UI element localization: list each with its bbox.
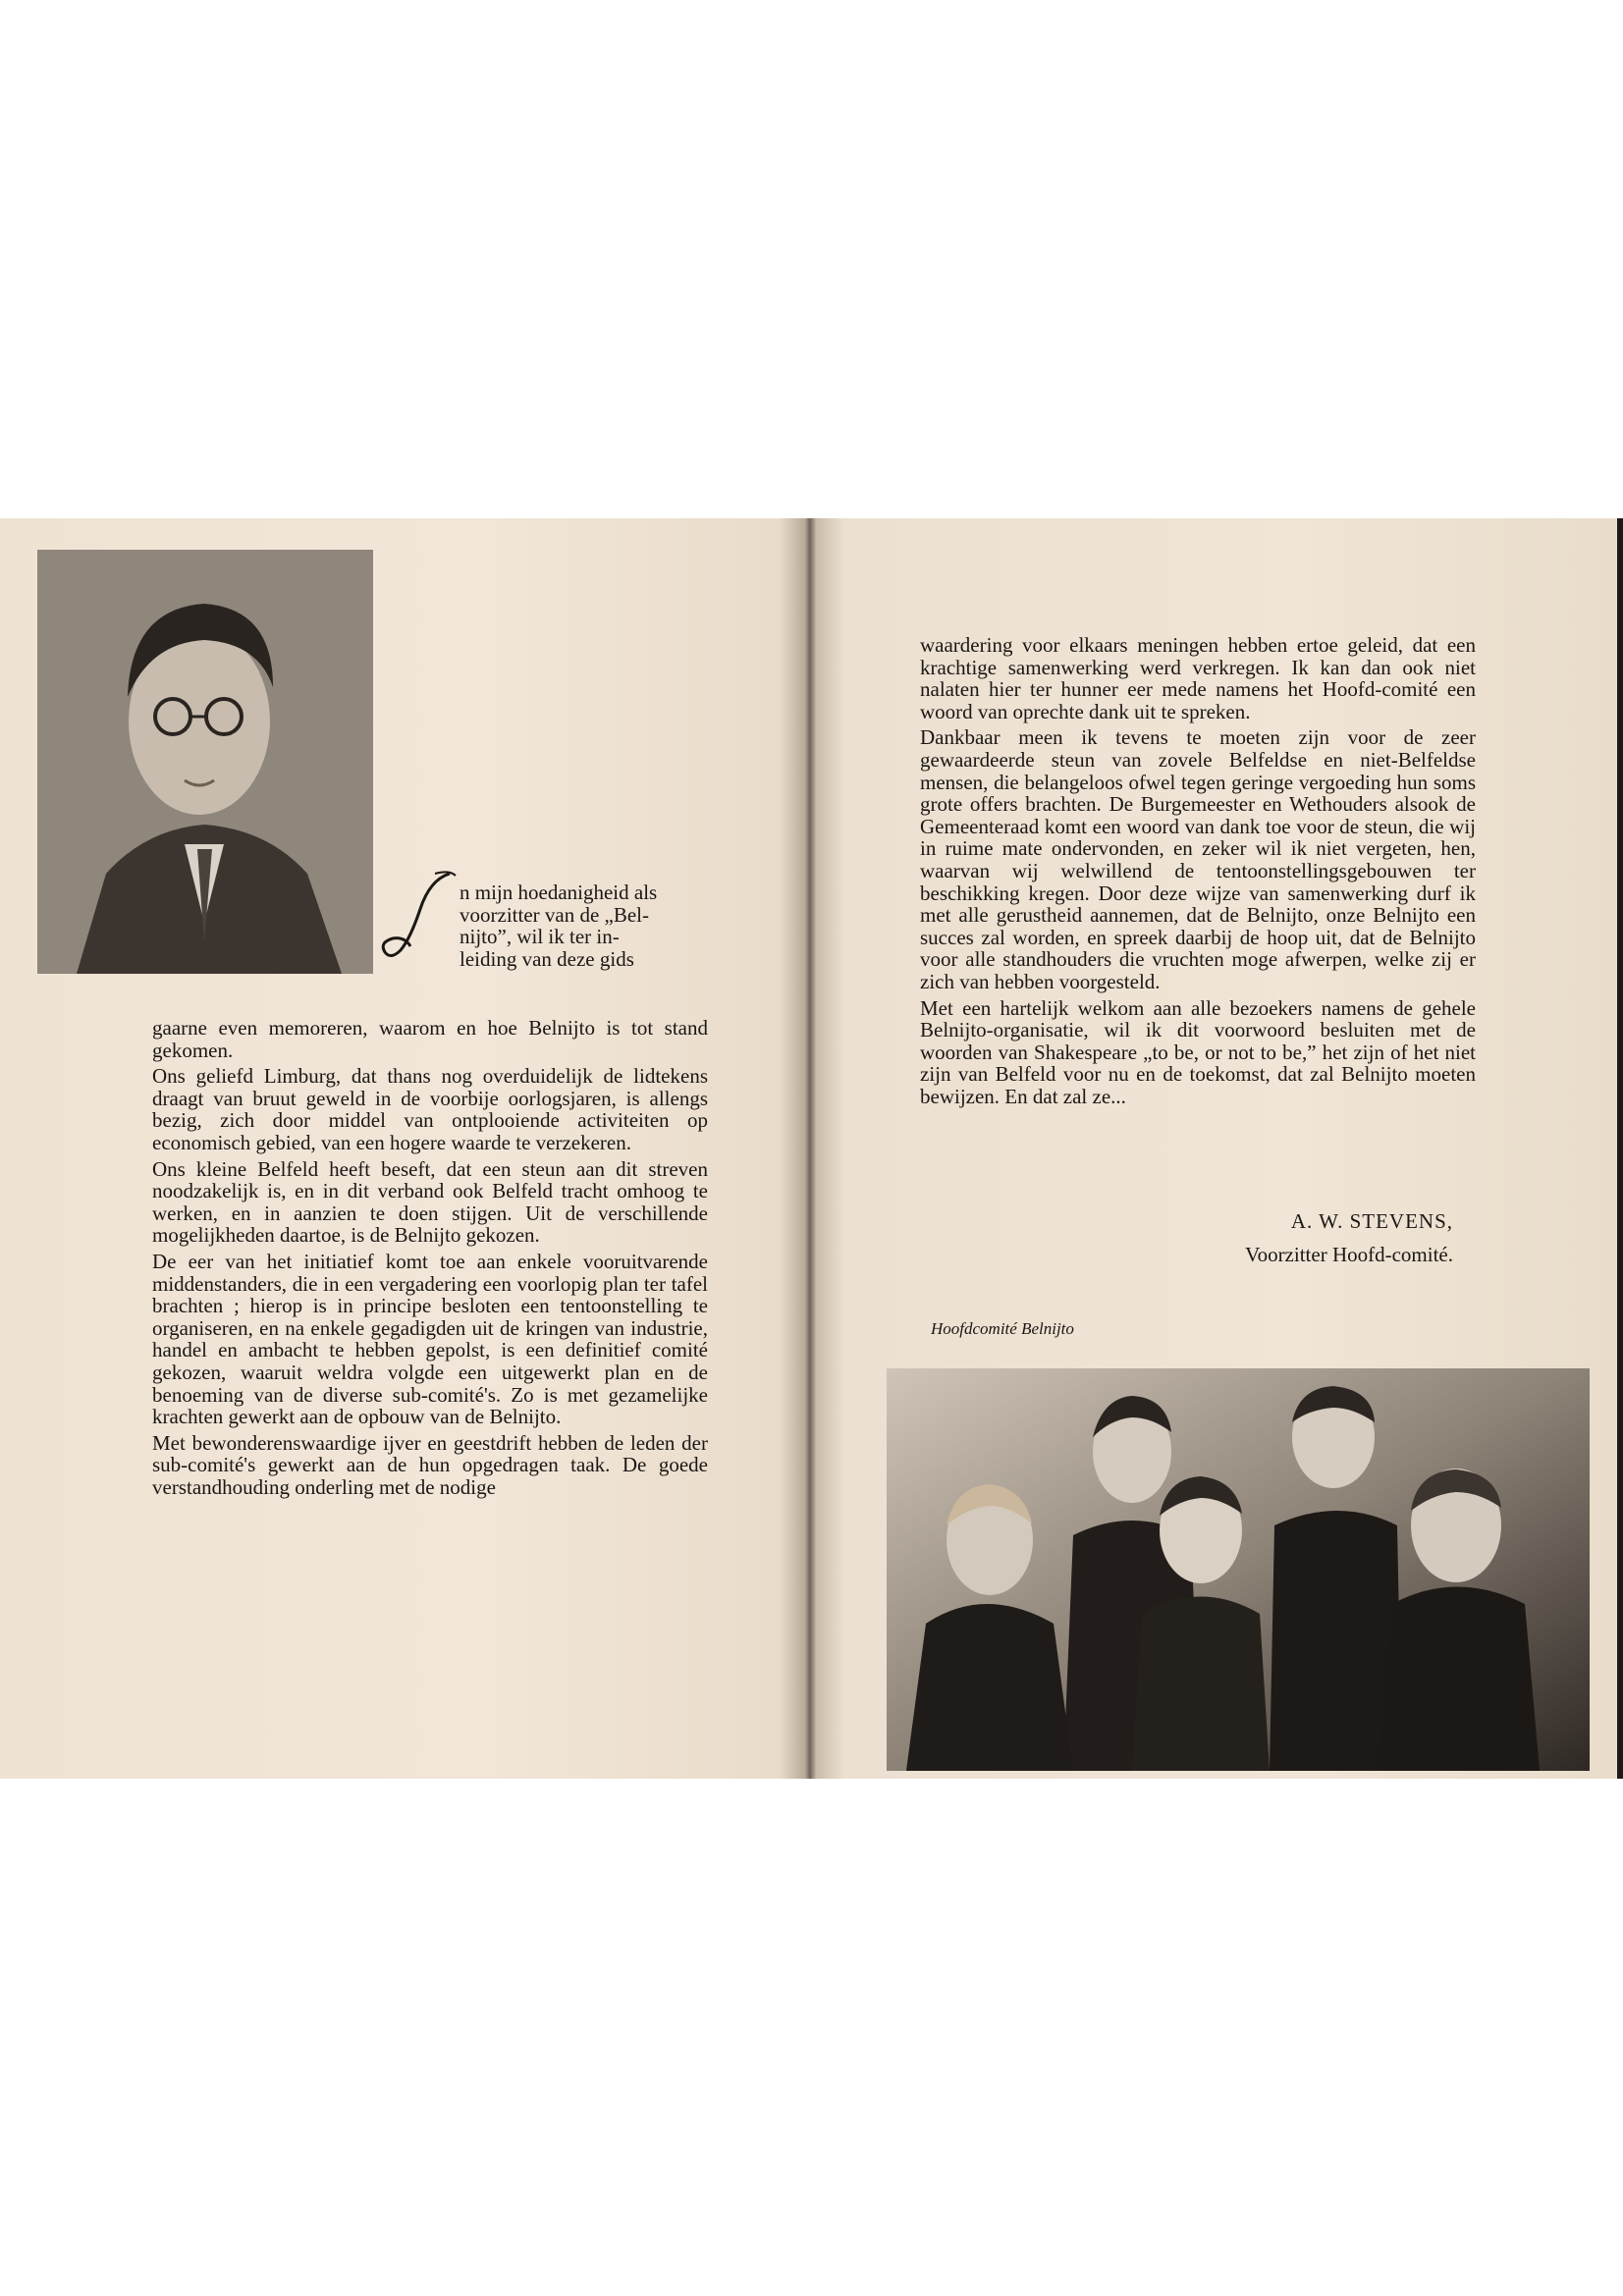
decorative-initial-i <box>381 870 460 964</box>
portrait-illustration <box>37 550 373 974</box>
group-photo <box>887 1368 1590 1771</box>
booklet-spread <box>0 518 1623 1779</box>
intro-line: nijto”, wil ik ter in- <box>460 925 620 949</box>
paragraph: Met een hartelijk welkom aan alle bezoekers namens de gehele Belnijto-organisatie, wil ik dit voorwoord besluiten met de woorden van Shakespeare „to be, or not to be,” het zijn of het niet zijn van Belfeld voor nu en de toekomst, dat zal Belnijto moeten bewijzen. En dat zal ze... <box>920 995 1476 1108</box>
intro-line: leiding van deze gids <box>460 946 634 971</box>
right-body-text <box>920 634 1476 1111</box>
paragraph: gaarne even memoreren, waarom en hoe Belnijto is tot stand gekomen. <box>152 1016 708 1062</box>
signature-name: A. W. STEVENS, <box>1290 1209 1453 1233</box>
paragraph: Ons geliefd Limburg, dat thans nog overduidelijk de lidtekens draagt van bruut geweld in de voorbije oorlogsjaren, is allengs bezig, zich door middel van ontplooiende activiteiten op economisch gebied, van een hogere waarde te verzekeren. <box>152 1064 708 1154</box>
left-body-text <box>152 1017 708 1502</box>
portrait-photo <box>37 550 373 974</box>
paragraph: Ons kleine Belfeld heeft beseft, dat een steun aan dit streven noodzakelijk is, en in dit verband ook Belfeld tracht omhoog te werken, en in aanzien te doen stijgen. Uit de verschillende mogelijkheden daartoe, is de Belnijto gekozen. <box>152 1156 708 1248</box>
page-edge-shadow <box>1617 518 1623 1779</box>
left-page <box>0 518 805 1779</box>
right-page <box>815 518 1623 1779</box>
paragraph: waardering voor elkaars meningen hebben ertoe geleid, dat een krachtige samenwerking werd verkregen. Ik kan dan ook niet nalaten hier ter hunner eer mede namens het Hoofd-comité een woord van oprechte dank uit te spreken. <box>920 633 1476 723</box>
paragraph: Met bewonderenswaardige ijver en geestdrift hebben de leden der sub-comité's gewerkt aan de hun opgedragen taak. De goede verstandhouding onderling met de nodige <box>152 1430 708 1499</box>
paragraph: Dankbaar meen ik tevens te moeten zijn voor de zeer gewaardeerde steun van zovele Belfeldse en niet-Belfeldse mensen, die belangeloos ofwel tegen geringe vergoeding hun soms grote offers brachten. De Burgemeester en Wethouders alsook de Gemeenteraad komt een woord van dank toe voor de steun, die wij in ruime mate ondervonden, en zeker wil ik niet vergeten, hen, waarvan wij welwillend de tentoonstellingsgebouwen ter beschikking kregen. Door deze wijze van samenwerking durf ik met alle gerustheid aannemen, dat de Belnijto, onze Belnijto een succes zal worden, en spreek daarbij de hoop uit, dat de Belnijto voor alle standhouders die vruchten moge afwerpen, welke zij er zich van hebben voorgesteld. <box>920 725 1476 993</box>
group-illustration <box>887 1368 1590 1771</box>
photo-caption: Hoofdcomité Belnijto <box>931 1319 1074 1338</box>
paragraph: De eer van het initiatief komt toe aan enkele vooruitvarende middenstanders, die in een vergadering een voorlopig plan ter tafel brachten ; hierop is in principe besloten een tentoonstelling te organiseren, en na enkele gegadigden uit de kringen van industrie, handel en ambacht te hebben gepolst, is een definitief comité gekozen, waaruit weldra volgde een uitgewerkt plan en de benoeming van de diverse sub-comité's. Zo is met gezamelijke krachten gewerkt aan de opbouw van de Belnijto. <box>152 1249 708 1429</box>
intro-line: n mijn hoedanigheid als <box>460 881 658 904</box>
intro-lines <box>460 881 707 970</box>
signature-title: Voorzitter Hoofd-comité. <box>1245 1243 1453 1266</box>
intro-line: voorzitter van de „Bel- <box>460 902 649 927</box>
